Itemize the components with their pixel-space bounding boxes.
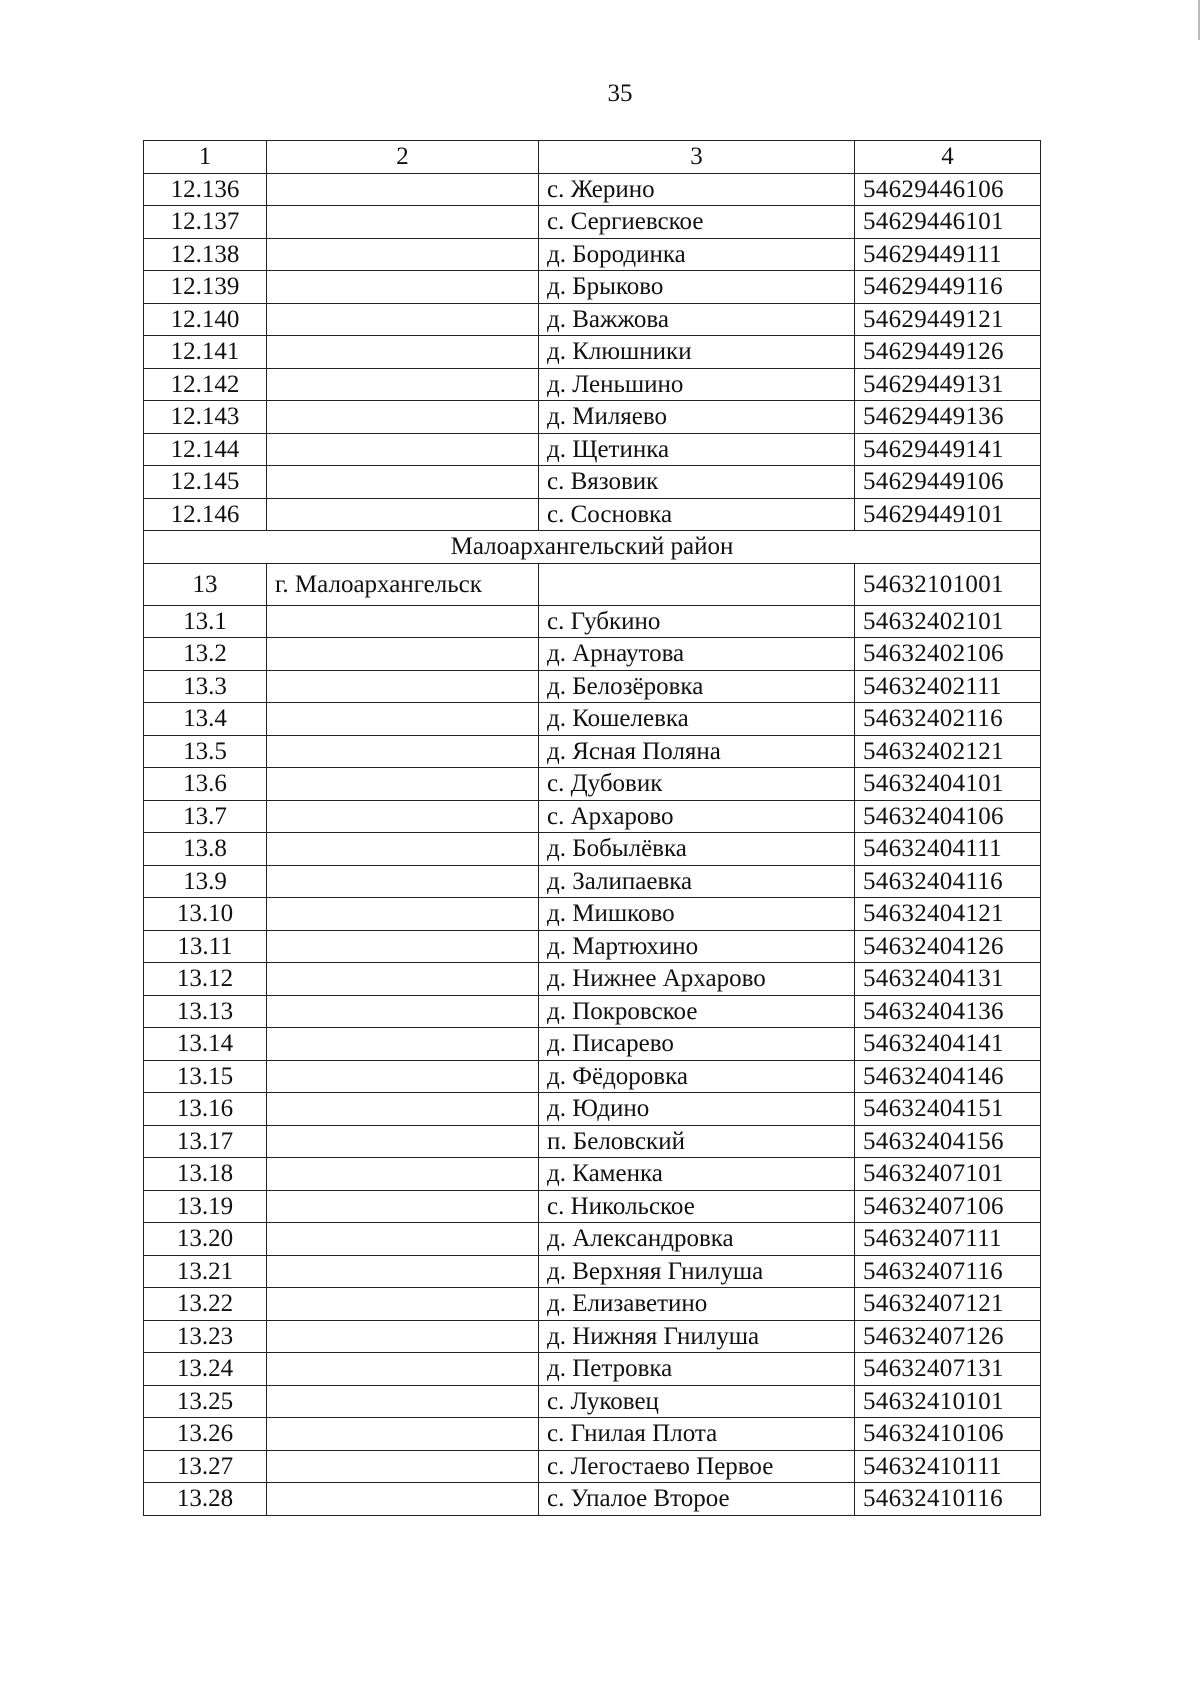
row-place: д. Брыково — [539, 271, 855, 304]
table-row — [144, 1223, 1041, 1256]
row-place: д. Бобылёвка — [539, 833, 855, 866]
table-row — [144, 1190, 1041, 1223]
row-place: п. Беловский — [539, 1125, 855, 1158]
row-number: 13.19 — [144, 1190, 267, 1223]
row-code: 54632101001 — [855, 563, 1041, 605]
row-number: 13.24 — [144, 1353, 267, 1386]
table-row — [144, 1125, 1041, 1158]
row-place: д. Писарево — [539, 1028, 855, 1061]
header-col-1: 1 — [144, 141, 267, 174]
row-place: д. Александровка — [539, 1223, 855, 1256]
row-code: 54629449101 — [855, 498, 1041, 531]
row-number: 13.9 — [144, 865, 267, 898]
row-code: 54632407131 — [855, 1353, 1041, 1386]
header-col-4: 4 — [855, 141, 1041, 174]
row-place: д. Кошелевка — [539, 703, 855, 736]
row-name — [267, 1223, 539, 1256]
row-code: 54632410101 — [855, 1385, 1041, 1418]
row-code: 54629449131 — [855, 368, 1041, 401]
row-name — [267, 703, 539, 736]
table-row — [144, 1418, 1041, 1451]
row-code: 54632410106 — [855, 1418, 1041, 1451]
row-place: с. Дубовик — [539, 768, 855, 801]
row-code: 54632402111 — [855, 670, 1041, 703]
row-code: 54632404131 — [855, 963, 1041, 996]
row-name — [267, 336, 539, 369]
row-name: г. Малоархангельск — [267, 563, 539, 605]
table-row — [144, 303, 1041, 336]
row-name — [267, 865, 539, 898]
row-name — [267, 173, 539, 206]
table-row — [144, 498, 1041, 531]
row-number: 13.3 — [144, 670, 267, 703]
row-name — [267, 401, 539, 434]
table-row — [144, 466, 1041, 499]
row-number: 13.2 — [144, 638, 267, 671]
settlement-table — [143, 140, 1041, 1516]
row-number: 13.8 — [144, 833, 267, 866]
table-row — [144, 768, 1041, 801]
row-number: 13.18 — [144, 1158, 267, 1191]
row-place: д. Арнаутова — [539, 638, 855, 671]
table-row — [144, 703, 1041, 736]
row-number: 13.21 — [144, 1255, 267, 1288]
row-number: 13.15 — [144, 1060, 267, 1093]
table-row — [144, 800, 1041, 833]
table-header-row — [144, 141, 1041, 174]
row-place: д. Ясная Поляна — [539, 735, 855, 768]
row-name — [267, 995, 539, 1028]
table-row — [144, 930, 1041, 963]
row-code: 54632404151 — [855, 1093, 1041, 1126]
row-code: 54629449116 — [855, 271, 1041, 304]
row-name — [267, 1190, 539, 1223]
row-place: с. Вязовик — [539, 466, 855, 499]
table-row — [144, 1158, 1041, 1191]
row-code: 54632407111 — [855, 1223, 1041, 1256]
row-name — [267, 271, 539, 304]
row-place: д. Важжова — [539, 303, 855, 336]
row-place: д. Леньшино — [539, 368, 855, 401]
table-row — [144, 433, 1041, 466]
row-name — [267, 466, 539, 499]
row-code: 54632402116 — [855, 703, 1041, 736]
table-row — [144, 1255, 1041, 1288]
row-place: с. Сосновка — [539, 498, 855, 531]
row-number: 13.27 — [144, 1450, 267, 1483]
row-code: 54629446101 — [855, 206, 1041, 239]
row-place: д. Покровское — [539, 995, 855, 1028]
table-row — [144, 670, 1041, 703]
row-place: д. Нижняя Гнилуша — [539, 1320, 855, 1353]
table-row — [144, 605, 1041, 638]
table-row — [144, 401, 1041, 434]
table-row — [144, 173, 1041, 206]
row-number: 13.7 — [144, 800, 267, 833]
row-name — [267, 498, 539, 531]
table-row — [144, 1353, 1041, 1386]
row-number: 12.137 — [144, 206, 267, 239]
row-place: д. Юдино — [539, 1093, 855, 1126]
table-row — [144, 1385, 1041, 1418]
row-place: д. Мишково — [539, 898, 855, 931]
row-code: 54632404146 — [855, 1060, 1041, 1093]
row-number: 13.22 — [144, 1288, 267, 1321]
row-code: 54632404156 — [855, 1125, 1041, 1158]
row-name — [267, 1353, 539, 1386]
row-name — [267, 1450, 539, 1483]
row-code: 54632404106 — [855, 800, 1041, 833]
row-code: 54629446106 — [855, 173, 1041, 206]
row-name — [267, 368, 539, 401]
table-row — [144, 238, 1041, 271]
table-row — [144, 1450, 1041, 1483]
row-place: с. Жерино — [539, 173, 855, 206]
row-number: 12.143 — [144, 401, 267, 434]
row-name — [267, 1483, 539, 1516]
row-place: с. Губкино — [539, 605, 855, 638]
row-place: д. Бородинка — [539, 238, 855, 271]
page-number: 35 — [607, 80, 633, 107]
table-row — [144, 995, 1041, 1028]
row-code: 54632410116 — [855, 1483, 1041, 1516]
row-name — [267, 1418, 539, 1451]
row-name — [267, 1255, 539, 1288]
row-code: 54629449111 — [855, 238, 1041, 271]
row-number: 12.144 — [144, 433, 267, 466]
row-number: 12.138 — [144, 238, 267, 271]
row-name — [267, 735, 539, 768]
row-code: 54632404126 — [855, 930, 1041, 963]
row-name — [267, 930, 539, 963]
row-code: 54629449141 — [855, 433, 1041, 466]
table-row — [144, 336, 1041, 369]
row-code: 54632410111 — [855, 1450, 1041, 1483]
row-name — [267, 605, 539, 638]
row-number: 13.11 — [144, 930, 267, 963]
row-place: д. Клюшники — [539, 336, 855, 369]
row-name — [267, 1125, 539, 1158]
row-place: с. Луковец — [539, 1385, 855, 1418]
row-number: 12.136 — [144, 173, 267, 206]
row-code: 54632402121 — [855, 735, 1041, 768]
row-number: 13.16 — [144, 1093, 267, 1126]
row-code: 54632404136 — [855, 995, 1041, 1028]
row-name — [267, 670, 539, 703]
row-number: 13.13 — [144, 995, 267, 1028]
row-number: 13.25 — [144, 1385, 267, 1418]
table-row — [144, 638, 1041, 671]
header-col-2: 2 — [267, 141, 539, 174]
row-name — [267, 433, 539, 466]
row-number: 13.20 — [144, 1223, 267, 1256]
row-number: 13.4 — [144, 703, 267, 736]
row-place: с. Гнилая Плота — [539, 1418, 855, 1451]
row-name — [267, 898, 539, 931]
table-row — [144, 1288, 1041, 1321]
table-row — [144, 1320, 1041, 1353]
table-row — [144, 865, 1041, 898]
row-code: 54632404111 — [855, 833, 1041, 866]
row-code: 54632404141 — [855, 1028, 1041, 1061]
row-number: 12.145 — [144, 466, 267, 499]
row-number: 13.5 — [144, 735, 267, 768]
row-code: 54632407126 — [855, 1320, 1041, 1353]
row-code: 54629449121 — [855, 303, 1041, 336]
row-number: 12.142 — [144, 368, 267, 401]
table-row — [144, 563, 1041, 605]
row-code: 54632404116 — [855, 865, 1041, 898]
row-place — [539, 563, 855, 605]
row-number: 12.146 — [144, 498, 267, 531]
row-place: д. Миляево — [539, 401, 855, 434]
row-number: 12.139 — [144, 271, 267, 304]
row-name — [267, 1028, 539, 1061]
row-number: 13.1 — [144, 605, 267, 638]
row-place: д. Фёдоровка — [539, 1060, 855, 1093]
row-number: 13.28 — [144, 1483, 267, 1516]
row-number: 12.141 — [144, 336, 267, 369]
table-row — [144, 1093, 1041, 1126]
table-row — [144, 368, 1041, 401]
row-place: с. Легостаево Первое — [539, 1450, 855, 1483]
row-code: 54632402106 — [855, 638, 1041, 671]
row-place: с. Сергиевское — [539, 206, 855, 239]
row-name — [267, 963, 539, 996]
row-number: 13.6 — [144, 768, 267, 801]
row-name — [267, 833, 539, 866]
row-code: 54629449126 — [855, 336, 1041, 369]
row-number: 13.23 — [144, 1320, 267, 1353]
row-name — [267, 303, 539, 336]
row-number: 12.140 — [144, 303, 267, 336]
row-name — [267, 800, 539, 833]
section-title: Малоархангельский район — [144, 531, 1041, 564]
section-row — [144, 531, 1041, 564]
table-row — [144, 271, 1041, 304]
row-place: д. Нижнее Архарово — [539, 963, 855, 996]
table-body — [144, 141, 1041, 1516]
row-place: д. Щетинка — [539, 433, 855, 466]
row-place: д. Белозёровка — [539, 670, 855, 703]
row-code: 54632407116 — [855, 1255, 1041, 1288]
row-number: 13 — [144, 563, 267, 605]
row-name — [267, 1093, 539, 1126]
row-number: 13.17 — [144, 1125, 267, 1158]
table-row — [144, 206, 1041, 239]
table-row — [144, 1060, 1041, 1093]
row-code: 54632404121 — [855, 898, 1041, 931]
row-place: с. Архарово — [539, 800, 855, 833]
row-code: 54632407106 — [855, 1190, 1041, 1223]
row-code: 54629449106 — [855, 466, 1041, 499]
row-number: 13.14 — [144, 1028, 267, 1061]
row-name — [267, 1060, 539, 1093]
row-place: д. Петровка — [539, 1353, 855, 1386]
row-name — [267, 768, 539, 801]
row-name — [267, 1288, 539, 1321]
row-code: 54629449136 — [855, 401, 1041, 434]
row-code: 54632407121 — [855, 1288, 1041, 1321]
row-name — [267, 638, 539, 671]
row-place: д. Каменка — [539, 1158, 855, 1191]
table-row — [144, 1483, 1041, 1516]
row-name — [267, 1385, 539, 1418]
row-place: с. Никольское — [539, 1190, 855, 1223]
row-number: 13.12 — [144, 963, 267, 996]
row-place: д. Залипаевка — [539, 865, 855, 898]
table-row — [144, 963, 1041, 996]
row-place: д. Верхняя Гнилуша — [539, 1255, 855, 1288]
row-place: д. Мартюхино — [539, 930, 855, 963]
row-code: 54632407101 — [855, 1158, 1041, 1191]
row-name — [267, 1320, 539, 1353]
table-row — [144, 735, 1041, 768]
row-place: д. Елизаветино — [539, 1288, 855, 1321]
table-row — [144, 1028, 1041, 1061]
row-number: 13.26 — [144, 1418, 267, 1451]
header-col-3: 3 — [539, 141, 855, 174]
row-number: 13.10 — [144, 898, 267, 931]
row-code: 54632404101 — [855, 768, 1041, 801]
table-row — [144, 898, 1041, 931]
row-name — [267, 238, 539, 271]
row-place: с. Упалое Второе — [539, 1483, 855, 1516]
table-row — [144, 833, 1041, 866]
row-name — [267, 206, 539, 239]
row-name — [267, 1158, 539, 1191]
row-code: 54632402101 — [855, 605, 1041, 638]
